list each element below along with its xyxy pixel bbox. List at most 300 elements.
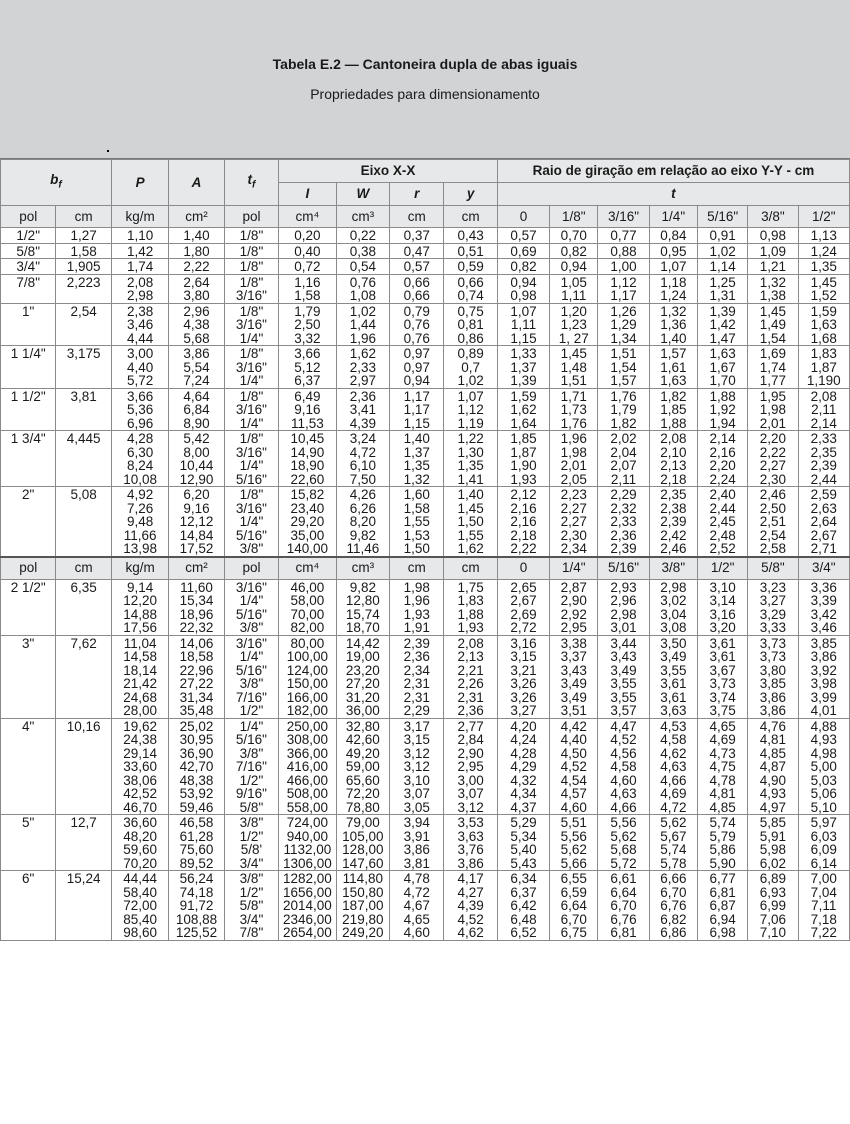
value-cell: 18,96 [179,606,214,622]
value-cell: 1,18 [660,274,687,290]
value-cell: 5/16" [235,527,267,543]
value-cell: 2,14 [709,431,736,446]
value-cell: 1,30 [457,444,484,460]
value-cell: 1,14 [709,259,736,274]
value-cell-stack [169,718,224,815]
value-cell: 3,08 [660,620,687,635]
value-cell: 12,80 [345,593,380,608]
value-cell: 6,37 [510,884,537,900]
value-cell: 4,44 [126,330,154,346]
value-cell: 2,31 [457,689,484,705]
value-cell: 1,74 [126,259,154,274]
size-group-row [1,718,850,815]
value-cell: 3,66 [294,346,321,361]
value-cell: 2,21 [457,662,484,678]
value-cell: 3,23 [759,579,787,595]
value-cell: 5,86 [709,842,736,857]
value-cell: 1,36 [660,317,687,332]
value-cell: 2,38 [660,500,687,516]
value-cell-stack [748,487,798,557]
value-cell: 508,00 [286,786,329,801]
value-cell: 4,85 [709,799,736,815]
value-cell-stack [390,228,444,244]
value-cell: 5,34 [510,828,537,844]
value-cell: 4,90 [759,772,787,788]
value-cell: 0,7 [461,359,480,375]
value-cell-stack [748,303,798,346]
unit-cell: 3/8" [649,557,697,580]
value-cell: 2,58 [759,541,787,556]
value-cell: 78,80 [345,799,380,815]
value-cell-stack [111,871,168,941]
value-cell: 3,57 [610,703,637,718]
value-cell: 0,81 [457,317,484,332]
value-cell-stack [697,274,747,303]
value-cell: 0,70 [560,228,587,243]
size-cm: 7,62 [56,635,111,718]
value-cell: 0,82 [510,259,537,274]
value-cell: 3,51 [560,703,587,718]
value-cell-stack [111,635,168,718]
value-cell-stack [697,259,747,275]
size-pol: 6" [1,871,56,941]
value-cell: 21,42 [123,676,157,691]
value-cell: 724,00 [286,815,329,830]
value-cell-stack [798,243,849,259]
value-cell: 1,24 [810,243,837,259]
value-cell-stack [748,274,798,303]
value-cell: 7,10 [759,925,787,940]
value-cell: 4,63 [610,786,637,801]
value-cell: 70,00 [290,606,325,622]
value-cell: 3,16 [709,606,736,622]
value-cell-stack [697,431,747,487]
value-cell: 48,38 [179,772,214,788]
value-cell: 1,76 [610,388,637,404]
value-cell: 3/16" [235,579,267,595]
value-cell: 0,51 [457,243,484,259]
value-cell: 2,39 [660,514,687,529]
value-cell: 3/8" [239,620,264,635]
unit-cell: 5/16" [598,557,649,580]
value-cell: 3,17 [403,718,430,734]
value-cell-stack [697,228,747,244]
value-cell: 1,32 [403,471,430,487]
table-subtitle: Propriedades para dimensionamento [310,86,540,102]
value-cell: 3,99 [810,689,837,705]
value-cell: 1,57 [660,346,687,361]
value-cell: 24,68 [123,689,157,705]
value-cell-stack [697,388,747,431]
value-cell: 4,66 [660,772,687,788]
value-cell: 4,57 [560,786,587,801]
value-cell: 89,52 [179,855,214,871]
value-cell: 1,67 [709,359,736,375]
value-cell: 1,44 [349,317,376,332]
value-cell-stack [697,871,747,941]
value-cell: 1,38 [759,288,787,303]
value-cell: 4,58 [660,732,687,747]
value-cell: 1282,00 [282,871,332,886]
value-cell: 1,47 [709,330,736,346]
value-cell: 1,45 [759,303,787,319]
value-cell-stack [111,274,168,303]
value-cell: 150,80 [342,884,384,900]
value-cell: 1656,00 [282,884,332,900]
value-cell: 4,88 [810,718,837,734]
value-cell: 2,18 [660,471,687,487]
value-cell: 0,66 [403,288,430,303]
value-cell-stack [649,388,697,431]
value-cell: 23,20 [345,662,380,678]
value-cell: 3,49 [560,676,587,691]
size-group-row [1,303,850,346]
value-cell: 1,45 [457,500,484,516]
value-cell: 5,68 [610,842,637,857]
value-cell-stack [444,243,497,259]
value-cell: 0,89 [457,346,484,361]
value-cell: 6,76 [660,898,687,913]
value-cell: 3,80 [759,662,787,678]
value-cell: 0,74 [457,288,484,303]
value-cell: 2,38 [126,303,154,319]
value-cell: 75,60 [179,842,214,857]
value-cell: 249,20 [342,925,384,940]
unit-cell: pol [1,557,56,580]
size-cm: 1,905 [56,259,111,275]
value-cell: 0,76 [403,330,430,346]
value-cell: 2,63 [810,500,837,516]
value-cell: 2,33 [610,514,637,529]
value-cell: 4,65 [709,718,736,734]
value-cell: 12,12 [179,514,214,529]
value-cell: 3,86 [759,703,787,718]
value-cell-stack [279,431,336,487]
value-cell-stack [550,487,598,557]
value-cell: 1,96 [560,431,587,446]
value-cell: 1,83 [810,346,837,361]
value-cell: 5,97 [810,815,837,830]
value-cell: 2,46 [660,541,687,556]
value-cell: 5,56 [560,828,587,844]
value-cell: 3,66 [126,388,154,404]
value-cell: 1,85 [510,431,537,446]
value-cell: 558,00 [286,799,329,815]
value-cell: 1,49 [759,317,787,332]
value-cell: 7/16" [235,689,267,705]
value-cell: 2,36 [610,527,637,543]
value-cell: 4,78 [709,772,736,788]
value-cell: 1,93 [457,620,484,635]
value-cell-stack [279,346,336,389]
value-cell-stack [798,487,849,557]
value-cell: 4,50 [560,745,587,761]
value-cell: 2,27 [560,514,587,529]
value-cell-stack [748,718,798,815]
value-cell-stack [697,487,747,557]
unit-cell: cm [444,557,497,580]
value-cell-stack [649,228,697,244]
value-cell-stack [497,274,549,303]
value-cell: 6,99 [759,898,787,913]
value-cell-stack [169,871,224,941]
value-cell: 3,07 [457,786,484,801]
value-cell: 4,60 [403,925,430,940]
value-cell: 105,00 [342,828,384,844]
value-cell: 5/16" [235,471,267,487]
value-cell-stack [649,815,697,871]
value-cell-stack [598,228,649,244]
unit-cell: pol [1,206,56,228]
unit-cell: 5/8" [748,557,798,580]
value-cell: 0,86 [457,330,484,346]
value-cell: 2,29 [403,703,430,718]
value-cell-stack [169,815,224,871]
value-cell: 250,00 [286,718,329,734]
value-cell-stack [649,579,697,635]
value-cell: 3,37 [560,649,587,664]
value-cell: 2,36 [457,703,484,718]
value-cell-stack [444,346,497,389]
value-cell: 11,04 [123,635,157,651]
value-cell: 3,36 [810,579,837,595]
value-cell-stack [649,431,697,487]
value-cell: 27,20 [345,676,380,691]
value-cell: 3,43 [610,649,637,664]
value-cell-stack [748,635,798,718]
unit-cell: cm³ [336,206,389,228]
value-cell: 1,07 [660,259,687,274]
value-cell: 366,00 [286,745,329,761]
value-cell: 11,46 [346,541,380,556]
value-cell: 1,58 [403,500,430,516]
value-cell: 0,91 [709,228,736,243]
value-cell: 2,27 [759,458,787,473]
value-cell-stack [279,815,336,871]
value-cell-stack [550,259,598,275]
value-cell: 1,85 [660,402,687,417]
value-cell-stack [169,487,224,557]
value-cell: 2,30 [759,471,787,487]
value-cell: 18,14 [123,662,157,678]
value-cell: 1/8" [239,243,264,259]
value-cell-stack [390,243,444,259]
value-cell-stack [224,228,278,244]
unit-cell: 5/16" [697,206,747,228]
value-cell: 7,22 [810,925,837,940]
value-cell-stack [798,579,849,635]
value-cell-stack [550,388,598,431]
value-cell: 3,12 [403,759,430,774]
size-cm: 4,445 [56,431,111,487]
value-cell-stack [497,346,549,389]
value-cell-stack [390,487,444,557]
value-cell: 1/2" [239,703,264,718]
value-cell: 1,58 [294,288,321,303]
value-cell-stack [111,243,168,259]
value-cell: 1,61 [660,359,687,375]
value-cell: 4,37 [510,799,537,815]
value-cell-stack [550,431,598,487]
size-pol: 1 3/4" [1,431,56,487]
size-cm: 5,08 [56,487,111,557]
value-cell: 30,95 [179,732,214,747]
value-cell: 1,37 [403,444,430,460]
value-cell: 1,22 [457,431,484,446]
unit-cell: cm [444,206,497,228]
value-cell: 70,20 [123,855,157,871]
value-cell-stack [444,579,497,635]
unit-cell: 0 [497,557,549,580]
value-cell-stack [224,487,278,557]
value-cell: 10,08 [123,471,157,487]
value-cell: 46,70 [123,799,157,815]
value-cell: 4,81 [759,732,787,747]
value-cell-stack [444,871,497,941]
value-cell: 1,63 [660,373,687,388]
value-cell: 5,36 [126,402,154,417]
properties-table [0,159,850,941]
value-cell: 3,46 [126,317,154,332]
value-cell: 6,48 [510,911,537,927]
size-cm: 3,175 [56,346,111,389]
value-cell: 3,00 [457,772,484,788]
value-cell: 150,00 [286,676,329,691]
value-cell-stack [444,228,497,244]
value-cell: 6,76 [610,911,637,927]
value-cell: 14,90 [290,444,325,460]
value-cell: 5,62 [560,842,587,857]
value-cell: 3,26 [510,689,537,705]
value-cell: 2,31 [403,676,430,691]
value-cell: 3,14 [709,593,736,608]
value-cell: 0,94 [560,259,587,274]
value-cell: 1/8" [239,259,264,274]
value-cell: 1,29 [610,317,637,332]
value-cell: 1,23 [560,317,587,332]
value-cell: 6,14 [810,855,837,871]
value-cell: 5,74 [709,815,736,830]
value-cell: 4,52 [610,732,637,747]
value-cell: 1,63 [709,346,736,361]
value-cell-stack [697,346,747,389]
value-cell: 7,06 [759,911,787,927]
value-cell: 6,70 [660,884,687,900]
value-cell: 4,24 [510,732,537,747]
value-cell-stack [598,487,649,557]
value-cell: 3,32 [294,330,321,346]
value-cell: 1,45 [810,274,837,290]
value-cell: 1,76 [560,415,587,431]
value-cell: 1,69 [759,346,787,361]
value-cell: 1,88 [660,415,687,431]
value-cell: 3,12 [403,745,430,761]
value-cell: 3,49 [560,689,587,705]
value-cell-stack [224,259,278,275]
value-cell: 4,63 [660,759,687,774]
value-cell-stack [444,635,497,718]
value-cell-stack [390,303,444,346]
value-cell: 6,93 [759,884,787,900]
value-cell-stack [550,718,598,815]
value-cell-stack [598,303,649,346]
unit-cell: cm² [169,557,224,580]
value-cell: 3,73 [759,649,787,664]
value-cell: 1,19 [457,415,484,431]
value-cell: 6,75 [560,925,587,940]
value-cell-stack [279,228,336,244]
value-cell-stack [798,635,849,718]
size-cm: 1,58 [56,243,111,259]
value-cell: 128,00 [342,842,384,857]
value-cell-stack [336,718,389,815]
unit-cell: cm [56,206,111,228]
size-group-row [1,346,850,389]
size-pol: 3" [1,635,56,718]
value-cell: 5,54 [183,359,210,375]
value-cell: 4,75 [709,759,736,774]
value-cell: 2,20 [759,431,787,446]
value-cell: 6,09 [810,842,837,857]
value-cell: 36,60 [123,815,157,830]
col-P: P [111,160,168,206]
value-cell: 4,72 [349,444,376,460]
value-cell: 2,35 [810,444,837,460]
value-cell: 1/8" [239,228,264,243]
value-cell: 5,85 [759,815,787,830]
value-cell: 3,86 [759,689,787,705]
value-cell: 5,40 [510,842,537,857]
value-cell: 140,00 [286,541,329,556]
unit-cell: 1/4" [550,557,598,580]
table-header-band [0,0,850,159]
value-cell: 7,18 [810,911,837,927]
value-cell: 3,50 [660,635,687,651]
value-cell: 2,16 [709,444,736,460]
value-cell-stack [336,274,389,303]
value-cell-stack [748,259,798,275]
value-cell: 58,40 [123,884,157,900]
value-cell: 6,81 [610,925,637,940]
value-cell: 5/8" [239,898,264,913]
value-cell: 14,88 [123,606,157,622]
value-cell: 2,92 [560,606,587,622]
value-cell: 59,00 [345,759,380,774]
value-cell-stack [798,871,849,941]
value-cell: 3,55 [660,662,687,678]
size-pol: 5/8" [1,243,56,259]
value-cell: 2,20 [709,458,736,473]
value-cell: 1,79 [610,402,637,417]
value-cell-stack [497,815,549,871]
value-cell: 5,90 [709,855,736,871]
value-cell: 14,06 [179,635,214,651]
unit-cell: kg/m [111,557,168,580]
value-cell: 1,190 [806,373,841,388]
value-cell-stack [224,388,278,431]
value-cell-stack [598,871,649,941]
value-cell: 124,00 [286,662,329,678]
value-cell: 2,51 [759,514,787,529]
value-cell: 2,46 [759,487,787,502]
value-cell: 5,29 [510,815,537,830]
value-cell: 3,12 [457,799,484,815]
value-cell: 3/8" [239,745,264,761]
value-cell-stack [598,259,649,275]
value-cell: 4,29 [510,759,537,774]
value-cell: 23,40 [290,500,325,516]
value-cell: 1,88 [457,606,484,622]
